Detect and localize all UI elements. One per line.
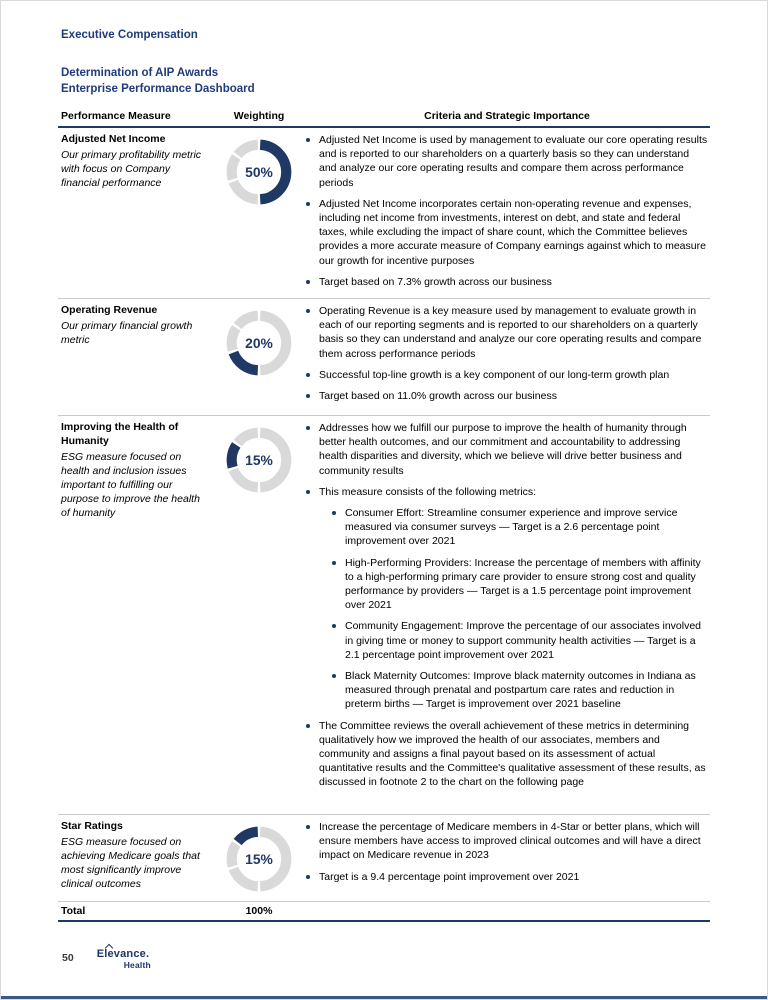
measure-title: Star Ratings [61, 820, 123, 832]
weighting-cell [214, 421, 304, 809]
donut-segment-highlighted [232, 445, 237, 467]
bullet-icon [306, 394, 310, 398]
column-header-weighting: Weighting [233, 110, 285, 122]
bullet-item [306, 870, 708, 884]
performance-dashboard-table [58, 110, 710, 922]
logo-line1: Elevance. [96, 948, 150, 960]
sub-bullet-item [332, 669, 708, 712]
donut-segment [232, 157, 237, 179]
donut-percentage-label: 20% [245, 334, 273, 351]
measure-description: ESG measure focused on health and inclusion issues important to fulfilling our purpose to improve the health of humanity [61, 450, 200, 520]
bullet-icon [332, 674, 336, 678]
column-header-criteria: Criteria and Strategic Importance [424, 110, 590, 122]
section-header: Executive Compensation [61, 29, 198, 41]
donut-segment [232, 328, 237, 350]
weighting-donut-chart [222, 822, 296, 896]
donut-segment [233, 182, 257, 200]
bullet-text: Addresses how we fulfill our purpose to improve the health of humanity through better health outcomes, and our commitment and accountability to addressing health disparities and diversity, which we believe will drive better business and community results [319, 422, 687, 477]
donut-percentage-label: 50% [245, 163, 273, 180]
table-row [58, 299, 710, 416]
bullet-item [306, 485, 708, 499]
bullet-text: Operating Revenue is a key measure used by management to evaluate growth in each of our reporting segments and is reported to our shareholders on a quarterly basis so they can understand and analyze our core operating results and compare them across performance periods [319, 305, 702, 360]
sub-bullet-item [332, 506, 708, 549]
bullet-icon [332, 561, 336, 565]
weighting-cell [214, 820, 304, 896]
bullet-item [306, 304, 708, 361]
bullet-item [306, 275, 708, 289]
measure-description: Our primary financial growth metric [61, 319, 193, 346]
bullet-text: High-Performing Providers: Increase the percentage of members with affinity to a high-performing primary care provider to ensure strong cost and quality performance by providers — Target is a 1.5 percentage point improvement over 2021 [345, 556, 701, 612]
bullet-icon [306, 426, 310, 430]
bullet-icon [332, 624, 336, 628]
measure-description: Our primary profitability metric with focus on Company financial performance [61, 148, 202, 190]
table-header-row [58, 110, 710, 128]
page-title [61, 66, 767, 97]
sub-bullet-item [332, 619, 708, 662]
measure-cell [61, 421, 214, 809]
bullet-icon [306, 825, 310, 829]
measure-cell [61, 304, 214, 410]
bullet-item [306, 389, 708, 403]
bullet-icon [306, 138, 310, 142]
bullet-icon [306, 724, 310, 728]
bullet-text: Target based on 11.0% growth across our business [319, 390, 557, 403]
bullet-text: Black Maternity Outcomes: Improve black maternity outcomes in Indiana as measured through prenatal and postpartum care rates and reduction in preterm births — Target is improvement over 2021 baseline [345, 670, 696, 711]
donut-segment [233, 470, 257, 488]
weighting-donut-chart [222, 135, 296, 209]
bullet-icon [306, 875, 310, 879]
bullet-text: Consumer Effort: Streamline consumer experience and improve service measured via consumer surveys — Target is a 2.6 percentage point improvement over 2021 [345, 507, 678, 548]
bullet-icon [306, 309, 310, 313]
bullet-item [306, 368, 708, 382]
page-title-line2: Enterprise Performance Dashboard [61, 82, 255, 95]
donut-segment [238, 145, 258, 155]
weighting-donut-chart [222, 306, 296, 380]
bullet-text: Increase the percentage of Medicare members in 4-Star or better plans, which will ensure members have access to improved clinical outcomes and will have a direct impact on Medicare revenue in 2023 [319, 821, 701, 862]
bullet-text: This measure consists of the following metrics: [319, 485, 537, 498]
measure-cell [61, 820, 214, 896]
total-value: 100% [245, 905, 273, 917]
bullet-item [306, 421, 708, 478]
criteria-cell [304, 304, 710, 410]
bullet-icon [332, 511, 336, 515]
weighting-cell [214, 304, 304, 410]
bullet-icon [306, 202, 310, 206]
measure-title: Improving the Health of Humanity [61, 421, 179, 447]
measure-title: Adjusted Net Income [61, 133, 166, 145]
total-row [58, 902, 710, 922]
measure-title: Operating Revenue [61, 304, 158, 316]
page-footer [62, 949, 151, 971]
donut-segment-highlighted [238, 832, 258, 842]
column-header-performance-measure: Performance Measure [61, 110, 171, 122]
bullet-text: Target is a 9.4 percentage point improvement over 2021 [319, 870, 580, 883]
total-label: Total [61, 905, 86, 917]
donut-segment [238, 316, 258, 326]
bullet-item [306, 197, 708, 268]
bullet-icon [306, 280, 310, 284]
bullet-text: Target based on 7.3% growth across our business [319, 275, 552, 288]
donut-segment [238, 433, 258, 443]
table-row [58, 128, 710, 299]
donut-percentage-label: 15% [245, 451, 273, 468]
bullet-text: Community Engagement: Improve the percentage of our associates involved in giving time or money to support community health activities — Target is a 2.1 percentage point improvement over 2021 [345, 620, 702, 661]
donut-percentage-label: 15% [245, 850, 273, 867]
donut-segment [233, 869, 257, 887]
bullet-icon [306, 373, 310, 377]
measure-cell [61, 133, 214, 293]
donut-segment-highlighted [233, 353, 257, 371]
bullet-text: Adjusted Net Income incorporates certain non-operating revenue and expenses, including net income from investments, interest on debt, and state and federal taxes, while excluding the impact of share count, which the Committee believes provides a more accurate measure of Company earnings against which to measure our growth for incentive purposes [319, 197, 706, 267]
bullet-text: The Committee reviews the overall achievement of these metrics in determining qualitatively how we improved the health of our associates, members and community and assigns a final payout based on its assessment of actual quantitative results and the Committee's qualitative assessment of these results, as discussed in footnote 2 to the chart on the following page [319, 719, 706, 789]
logo-line2: Health [123, 960, 151, 970]
criteria-cell [304, 421, 710, 809]
measure-description: ESG measure focused on achieving Medicare goals that most significantly improve clinical outcomes [61, 835, 200, 891]
bullet-item [306, 719, 708, 790]
weighting-cell [214, 133, 304, 293]
criteria-cell [304, 820, 710, 896]
table-body [58, 128, 710, 902]
page-title-line1: Determination of AIP Awards [61, 67, 219, 79]
page-number: 50 [62, 952, 74, 964]
bullet-text: Adjusted Net Income is used by management to evaluate our core operating results and is reported to our shareholders on a quarterly basis so they can understand and analyze our core operating results and compare them across performance periods [319, 134, 708, 189]
elevance-health-logo [97, 949, 151, 971]
bullet-text: Successful top-line growth is a key component of our long-term growth plan [319, 368, 670, 381]
bullet-icon [306, 490, 310, 494]
donut-segment [232, 844, 237, 866]
bullet-item [306, 133, 708, 190]
criteria-cell [304, 133, 710, 293]
weighting-donut-chart [222, 423, 296, 497]
table-row [58, 815, 710, 902]
table-row [58, 416, 710, 815]
bullet-item [306, 820, 708, 863]
sub-bullet-item [332, 556, 708, 613]
next-page-edge [1, 996, 767, 999]
